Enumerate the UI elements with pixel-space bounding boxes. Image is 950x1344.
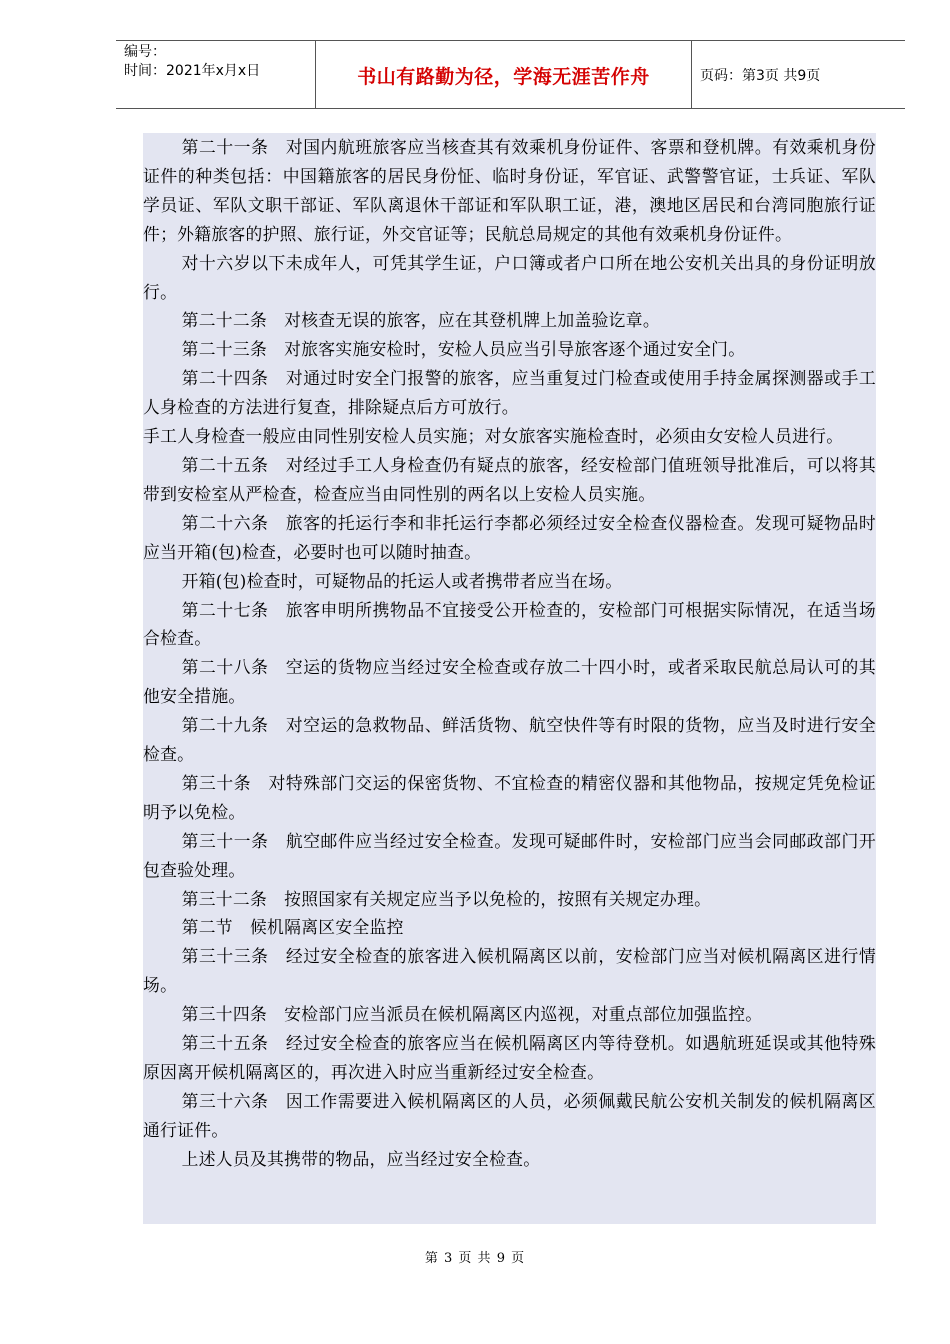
document-body xyxy=(143,133,876,1224)
body-paragraph: 第二十六条 旅客的托运行李和非托运行李都必须经过安全检查仪器检查。发现可疑物品时应当开箱(包)检查，必要时也可以随时抽查。 xyxy=(143,512,876,562)
body-paragraph: 第三十条 对特殊部门交运的保密货物、不宜检查的精密仪器和其他物品，按规定凭免检证明予以免检。 xyxy=(143,772,876,822)
body-paragraph: 第三十三条 经过安全检查的旅客进入候机隔离区以前，安检部门应当对候机隔离区进行情场。 xyxy=(143,946,876,996)
body-paragraph: 对十六岁以下未成年人，可凭其学生证，户口簿或者户口所在地公安机关出具的身份证明放行。 xyxy=(143,252,876,302)
document-time-label: 时间：2021年x月x日 xyxy=(124,63,261,79)
page-footer: 第 3 页 共 9 页 xyxy=(424,1251,526,1266)
header-page-info: 页码：第3页 共9页 xyxy=(700,68,821,84)
header-meta-cell xyxy=(116,41,315,108)
body-paragraph: 第三十二条 按照国家有关规定应当予以免检的，按照有关规定办理。 xyxy=(181,888,712,909)
body-paragraph: 第三十六条 因工作需要进入候机隔离区的人员，必须佩戴民航公安机关制发的候机隔离区通行证件。 xyxy=(143,1090,876,1140)
document-header xyxy=(116,40,905,109)
header-motto-cell xyxy=(315,41,692,108)
body-paragraph: 第二十二条 对核查无误的旅客，应在其登机牌上加盖验讫章。 xyxy=(181,310,660,331)
header-motto: 书山有路勤为径，学海无涯苦作舟 xyxy=(357,66,650,88)
body-paragraph: 第二十八条 空运的货物应当经过安全检查或存放二十四小时，或者采取民航总局认可的其他安全措施。 xyxy=(143,657,876,707)
body-paragraph: 第二十一条 对国内航班旅客应当核查其有效乘机身份证件、客票和登机牌。有效乘机身份证件的种类包括：中国籍旅客的居民身份怔、临时身份证，军官证、武警警官证，士兵证、军队学员证、军队文职干部证、军队离退休干部证和军队职工证，港，澳地区居民和台湾同胞旅行证件；外籍旅客的护照、旅行证，外交官证等；民航总局规定的其他有效乘机身份证件。 xyxy=(143,137,876,244)
body-paragraph: 第二十四条 对通过时安全门报警的旅客，应当重复过门检查或使用手持金属探测器或手工人身检查的方法进行复查，排除疑点后方可放行。 xyxy=(143,368,876,418)
body-paragraph: 上述人员及其携带的物品，应当经过安全检查。 xyxy=(181,1148,541,1169)
document-number-label: 编号： xyxy=(124,44,166,60)
body-paragraph: 手工人身检查一般应由同性别安检人员实施；对女旅客实施检查时，必须由女安检人员进行。 xyxy=(143,426,844,447)
body-paragraph: 第三十四条 安检部门应当派员在候机隔离区内巡视，对重点部位加强监控。 xyxy=(181,1004,763,1025)
body-paragraph: 第三十五条 经过安全检查的旅客应当在候机隔离区内等待登机。如遇航班延误或其他特殊原因离开候机隔离区的，再次进入时应当重新经过安全检查。 xyxy=(143,1033,876,1082)
body-paragraph: 第三十一条 航空邮件应当经过安全检查。发现可疑邮件时，安检部门应当会同邮政部门开包查验处理。 xyxy=(143,830,876,880)
body-paragraph: 第二十三条 对旅客实施安检时，安检人员应当引导旅客逐个通过安全门。 xyxy=(181,339,746,360)
body-paragraph: 开箱(包)检查时，可疑物品的托运人或者携带者应当在场。 xyxy=(181,570,623,591)
header-page-cell xyxy=(691,41,905,108)
body-paragraph: 第二十五条 对经过手工人身检查仍有疑点的旅客，经安检部门值班领导批准后，可以将其带到安检室从严检查，检查应当由同性别的两名以上安检人员实施。 xyxy=(143,454,876,504)
body-paragraph: 第二十七条 旅客申明所携物品不宜接受公开检查的，安检部门可根据实际情况，在适当场合检查。 xyxy=(143,599,876,649)
body-paragraph: 第二十九条 对空运的急救物品、鲜活货物、航空快件等有时限的货物，应当及时进行安全检查。 xyxy=(143,715,876,765)
body-paragraph: 第二节 候机隔离区安全监控 xyxy=(181,917,404,938)
